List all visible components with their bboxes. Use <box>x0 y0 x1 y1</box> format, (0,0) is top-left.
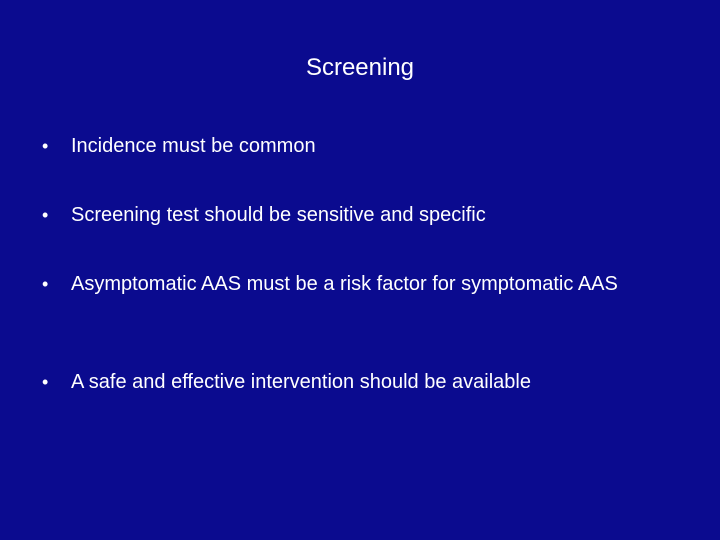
bullet-icon: • <box>42 274 49 294</box>
bullet-item <box>42 133 692 159</box>
bullet-icon: • <box>42 372 49 392</box>
bullet-text: Screening test should be sensitive and specific <box>71 204 486 226</box>
slide-title: Screening <box>305 54 415 81</box>
bullet-item <box>42 271 692 297</box>
bullet-icon: • <box>42 136 49 156</box>
bullet-text: Asymptomatic AAS must be a risk factor for symptomatic AAS <box>71 273 618 295</box>
bullet-text: Incidence must be common <box>71 135 316 157</box>
bullet-text: A safe and effective intervention should be available <box>71 371 531 393</box>
bullet-item <box>42 369 692 395</box>
bullet-item <box>42 202 692 228</box>
bullet-icon: • <box>42 205 49 225</box>
